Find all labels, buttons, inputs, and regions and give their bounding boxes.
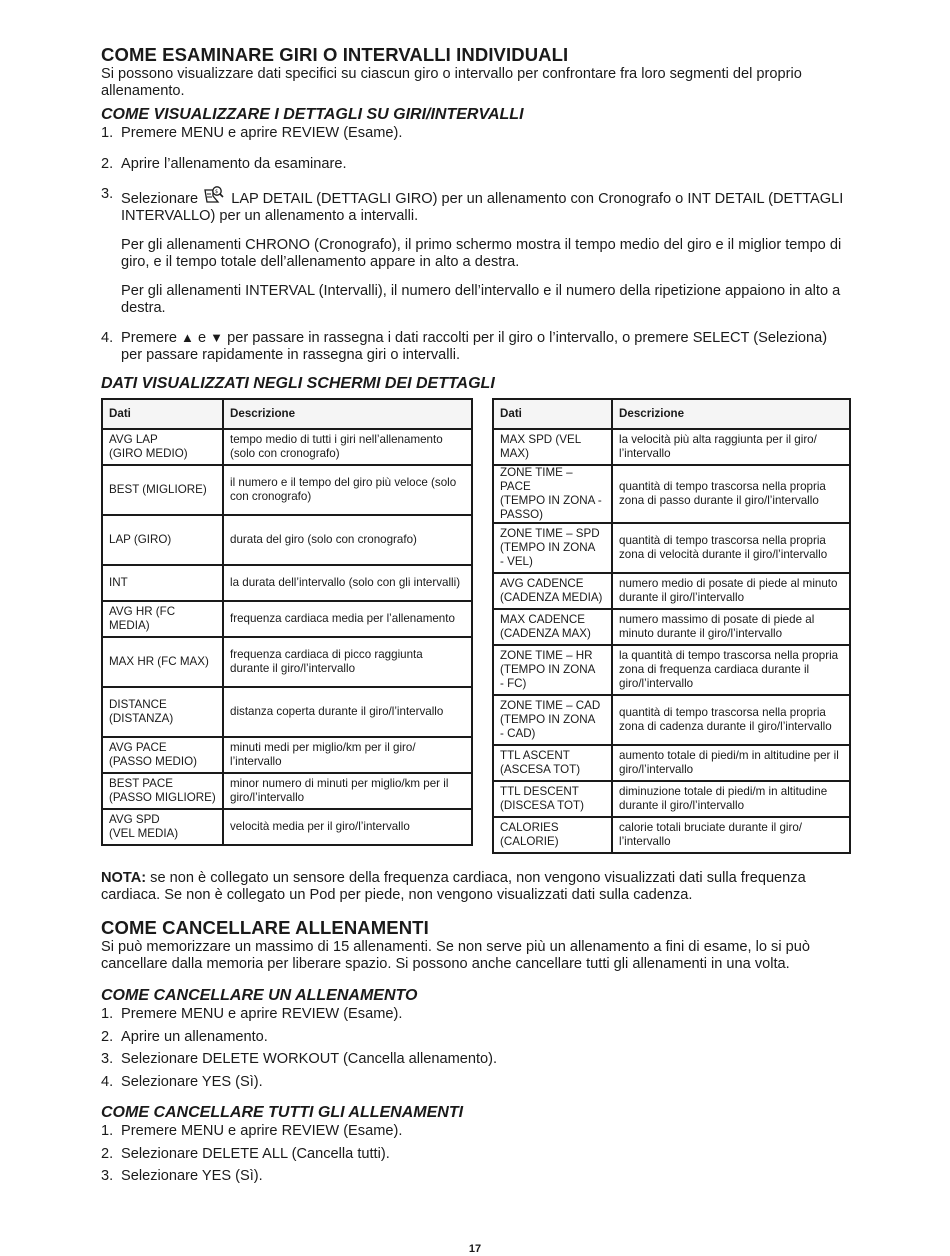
- subsection-title-delete-one: COME CANCELLARE UN ALLENAMENTO: [101, 987, 418, 1004]
- table-row: [493, 817, 850, 853]
- chrono-note: Per gli allenamenti CHRONO (Cronografo), il primo schermo mostra il tempo medio del giro e il miglior tempo di giro, e il tempo totale dell’allenamento appare in alto a destra.: [121, 237, 842, 270]
- lap-detail-icon: [204, 186, 224, 204]
- table-row: [493, 573, 850, 609]
- list-item: 1. Premere MENU e aprire REVIEW (Esame).: [101, 125, 403, 141]
- list-item: 3. Selezionare DELETE WORKOUT (Cancella allenamento).: [101, 1051, 498, 1067]
- description-cell: il numero e il tempo del giro più veloce (solo con cronografo): [223, 465, 472, 515]
- table-row: [102, 809, 472, 845]
- table-row: [493, 465, 850, 523]
- table-row: [493, 781, 850, 817]
- list-item: 4. Premere ▲ e ▼ per passare in rassegna i dati raccolti per il giro o l’intervallo, o premere SELECT (Seleziona) per passare rapidamente in rassegna giri o intervalli.: [101, 330, 828, 363]
- note-label: NOTA:: [101, 870, 147, 886]
- data-cell: AVG CADENCE (CADENZA MEDIA): [493, 573, 612, 609]
- list-item: 2. Aprire un allenamento.: [101, 1028, 268, 1045]
- detail-table-right: [492, 398, 851, 854]
- list-item: 2. Aprire l’allenamento da esaminare.: [101, 155, 347, 172]
- description-cell: tempo medio di tutti i giri nell’allenamento (solo con cronografo): [223, 429, 472, 465]
- table-row: [102, 601, 472, 637]
- data-cell: MAX HR (FC MAX): [102, 637, 223, 687]
- detail-tables: [101, 398, 851, 848]
- description-cell: la durata dell’intervallo (solo con gli intervalli): [223, 565, 472, 601]
- subsection-title-detail-data: DATI VISUALIZZATI NEGLI SCHERMI DEI DETTAGLI: [101, 375, 495, 392]
- page-number: 17: [468, 1243, 482, 1255]
- table-row: [102, 687, 472, 737]
- delete-all-steps: [101, 1123, 851, 1185]
- note-text: se non è collegato un sensore della frequenza cardiaca, non vengono visualizzati dati sulla frequenza cardiaca. Se non è collegato un Pod per piede, non vengono visualizzati dati sulla cadenza.: [101, 870, 806, 903]
- column-header-data: Dati: [493, 399, 612, 429]
- table-header-row: [493, 399, 850, 429]
- table-row: [493, 609, 850, 645]
- data-cell: TTL ASCENT (ASCESA TOT): [493, 745, 612, 781]
- description-cell: la quantità di tempo trascorsa nella propria zona di frequenza cardiaca durante il giro/l’intervallo: [612, 645, 850, 695]
- data-cell: LAP (GIRO): [102, 515, 223, 565]
- table-row: [102, 429, 472, 465]
- description-cell: diminuzione totale di piedi/m in altitudine durante il giro/l’intervallo: [612, 781, 850, 817]
- up-arrow-icon: ▲: [181, 330, 194, 345]
- table-row: [102, 637, 472, 687]
- subsection-title-delete-all: COME CANCELLARE TUTTI GLI ALLENAMENTI: [101, 1104, 464, 1121]
- description-cell: la velocità più alta raggiunta per il giro/ l’intervallo: [612, 429, 850, 465]
- down-arrow-icon: ▼: [210, 330, 224, 345]
- description-cell: minuti medi per miglio/km per il giro/ l’intervallo: [223, 737, 472, 773]
- detail-table-left: [101, 398, 473, 846]
- data-cell: AVG HR (FC MEDIA): [102, 601, 223, 637]
- section-title-delete-workouts: COME CANCELLARE ALLENAMENTI: [101, 917, 429, 938]
- delete-one-steps: [101, 1006, 851, 1090]
- description-cell: numero massimo di posate di piede al minuto durante il giro/l’intervallo: [612, 609, 850, 645]
- data-cell: AVG SPD (VEL MEDIA): [102, 809, 223, 845]
- table-row: [493, 645, 850, 695]
- table-row: [102, 737, 472, 773]
- data-cell: ZONE TIME – CAD (TEMPO IN ZONA - CAD): [493, 695, 612, 745]
- data-cell: AVG LAP (GIRO MEDIO): [102, 429, 223, 465]
- section-title-review-laps: COME ESAMINARE GIRI O INTERVALLI INDIVIDUALI: [101, 44, 569, 65]
- description-cell: minor numero di minuti per miglio/km per il giro/l’intervallo: [223, 773, 472, 809]
- data-cell: INT: [102, 565, 223, 601]
- table-row: [493, 429, 850, 465]
- data-cell: MAX SPD (VEL MAX): [493, 429, 612, 465]
- section-intro: Si può memorizzare un massimo di 15 allenamenti. Se non serve più un allenamento a fini di esame, lo si può cancellare dalla memoria per liberare spazio. Si possono anche cancellare tutti gli allenamenti in una volta.: [101, 939, 810, 972]
- table-header-row: [102, 399, 472, 429]
- description-cell: quantità di tempo trascorsa nella propria zona di velocità durante il giro/l’intervallo: [612, 523, 850, 573]
- description-cell: numero medio di posate di piede al minuto durante il giro/l’intervallo: [612, 573, 850, 609]
- column-header-description: Descrizione: [223, 399, 472, 429]
- table-row: [493, 523, 850, 573]
- data-cell: ZONE TIME – SPD (TEMPO IN ZONA - VEL): [493, 523, 612, 573]
- table-row: [102, 515, 472, 565]
- subsection-title-view-details: COME VISUALIZZARE I DETTAGLI SU GIRI/INTERVALLI: [101, 106, 524, 123]
- section-intro: Si possono visualizzare dati specifici su ciascun giro o intervallo per confrontare fra loro segmenti del proprio allenamento.: [101, 66, 802, 99]
- description-cell: frequenza cardiaca media per l’allenamento: [223, 601, 472, 637]
- table-row: [493, 745, 850, 781]
- description-cell: calorie totali bruciate durante il giro/ l’intervallo: [612, 817, 850, 853]
- list-item: 3. Selezionare $ LAP DETAIL (DETTAGLI GIRO) per un allenamento con Cronografo o INT DETAIL (DETTAGLI INTERVALLO) per un allenamento a intervalli. Per gli allenamenti CHRONO (Cronografo), il primo schermo mostra il tempo medio del giro e il miglior tempo di giro, e il tempo totale dell’allenamento appare in alto a destra. Per gli allenamenti INTERVAL (Intervalli), il numero dell’intervallo e il numero della ripetizione appaiono in alto a destra.: [101, 186, 851, 316]
- table-row: [102, 565, 472, 601]
- svg-text:$: $: [215, 189, 219, 195]
- list-item: 4. Selezionare YES (Sì).: [101, 1073, 263, 1090]
- column-header-data: Dati: [102, 399, 223, 429]
- view-details-steps: [101, 125, 851, 363]
- list-item: 3. Selezionare YES (Sì).: [101, 1168, 263, 1184]
- data-cell: CALORIES (CALORIE): [493, 817, 612, 853]
- data-cell: DISTANCE (DISTANZA): [102, 687, 223, 737]
- data-cell: AVG PACE (PASSO MEDIO): [102, 737, 223, 773]
- note-paragraph: [101, 870, 851, 903]
- interval-note: Per gli allenamenti INTERVAL (Intervalli), il numero dell’intervallo e il numero della ripetizione appaiono in alto a destra.: [121, 283, 841, 316]
- description-cell: quantità di tempo trascorsa nella propria zona di cadenza durante il giro/l’intervallo: [612, 695, 850, 745]
- column-header-description: Descrizione: [612, 399, 850, 429]
- data-cell: MAX CADENCE (CADENZA MAX): [493, 609, 612, 645]
- description-cell: frequenza cardiaca di picco raggiunta durante il giro/l’intervallo: [223, 637, 472, 687]
- list-item: 1. Premere MENU e aprire REVIEW (Esame).: [101, 1123, 403, 1139]
- data-cell: BEST PACE (PASSO MIGLIORE): [102, 773, 223, 809]
- table-row: [493, 695, 850, 745]
- description-cell: aumento totale di piedi/m in altitudine per il giro/l’intervallo: [612, 745, 850, 781]
- description-cell: distanza coperta durante il giro/l’intervallo: [223, 687, 472, 737]
- data-cell: TTL DESCENT (DISCESA TOT): [493, 781, 612, 817]
- list-item: 2. Selezionare DELETE ALL (Cancella tutti).: [101, 1145, 390, 1162]
- list-item: 1. Premere MENU e aprire REVIEW (Esame).: [101, 1006, 403, 1022]
- data-cell: BEST (MIGLIORE): [102, 465, 223, 515]
- description-cell: durata del giro (solo con cronografo): [223, 515, 472, 565]
- data-cell: ZONE TIME – PACE (TEMPO IN ZONA - PASSO): [493, 465, 612, 523]
- description-cell: velocità media per il giro/l’intervallo: [223, 809, 472, 845]
- description-cell: quantità di tempo trascorsa nella propria zona di passo durante il giro/l’intervallo: [612, 465, 850, 523]
- data-cell: ZONE TIME – HR (TEMPO IN ZONA - FC): [493, 645, 612, 695]
- table-row: [102, 773, 472, 809]
- table-row: [102, 465, 472, 515]
- document-page: [101, 44, 851, 1185]
